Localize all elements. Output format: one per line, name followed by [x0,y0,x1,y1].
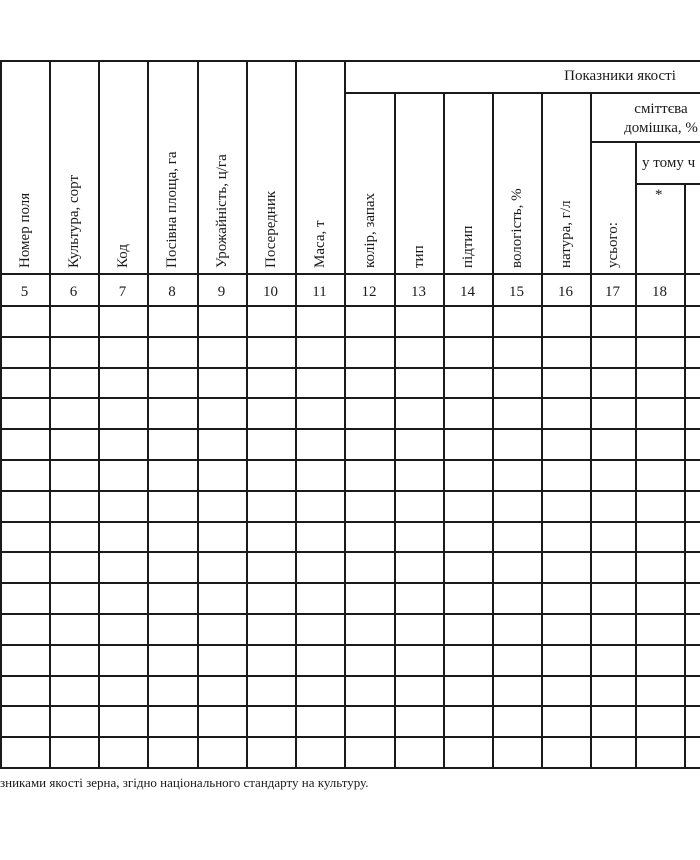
col-divider-11 [492,92,494,767]
quality-group-header: Показники якості [564,68,676,84]
col-number-11: 11 [312,284,327,300]
col-divider-6 [246,60,248,767]
col-number-16: 16 [558,284,573,300]
col-divider-4 [147,60,149,767]
table-row-border [0,521,700,523]
including-header: у тому ч [642,155,696,171]
col-header-color-smell: колір, запах [362,192,378,268]
col-divider-8 [344,60,346,767]
table-row-border [0,336,700,338]
table-row-border [0,367,700,369]
col-number-14: 14 [460,284,475,300]
col-number-17: 17 [605,284,620,300]
col-divider-15 [684,183,686,767]
table-row-border [0,675,700,677]
col-divider-1 [0,60,2,767]
table-row-border [0,582,700,584]
col-number-18: 18 [652,284,667,300]
asterisk-marker: * [655,187,663,203]
col-header-field-number: Номер поля [17,192,33,268]
col-header-sown-area: Посівна площа, га [164,151,180,268]
trash-admixture-header [596,100,700,138]
trash-admixture-line-2: домішка, % [624,120,698,136]
col-number-6: 6 [69,284,78,300]
number-row-bottom-border [0,305,700,307]
col-divider-3 [98,60,100,767]
col-header-crop-variety: Культура, сорт [66,174,82,268]
col-number-12: 12 [361,284,377,300]
col-divider-13 [590,92,592,767]
header-bottom-border [0,273,700,275]
col-divider-10 [443,92,445,767]
footnote: зниками якості зерна, згідно національного стандарту на культуру. [0,775,369,790]
col-divider-5 [197,60,199,767]
table-row-border [0,490,700,492]
col-header-moisture: вологість, % [509,188,525,268]
table-row-border [0,705,700,707]
col-header-nature: натура, г/л [558,200,574,268]
col-number-8: 8 [168,284,176,300]
table-row-border [0,613,700,615]
col-divider-7 [295,60,297,767]
col-divider-9 [394,92,396,767]
col-divider-14 [635,141,637,767]
col-number-9: 9 [217,284,226,300]
table-top-border [0,60,700,62]
col-number-7: 7 [118,284,127,300]
col-number-10: 10 [263,284,278,300]
col-header-total: усього: [605,222,621,268]
table-row-border [0,644,700,646]
col-divider-12 [541,92,543,767]
col-divider-2 [49,60,51,767]
col-header-code: Код [115,244,131,268]
trash-admixture-line-1: сміттєва [634,101,688,117]
table-row-border [0,459,700,461]
quality-group-bottom-border [344,92,700,94]
table-row-border [0,736,700,738]
table-row-border [0,428,700,430]
col-number-13: 13 [411,284,426,300]
col-header-type: тип [411,245,427,268]
col-number-15: 15 [509,284,524,300]
col-number-5: 5 [20,284,29,300]
col-header-mass: Маса, т [312,220,328,268]
table-row-border [0,397,700,399]
table-row-border [0,551,700,553]
trash-admixture-bottom-border [590,141,700,143]
col-header-intermediary: Посередник [263,190,279,268]
col-header-subtype: підтип [460,225,476,268]
including-bottom-border [635,183,700,185]
col-header-yield: Урожайність, ц/га [214,154,230,268]
table-row-border [0,767,700,769]
